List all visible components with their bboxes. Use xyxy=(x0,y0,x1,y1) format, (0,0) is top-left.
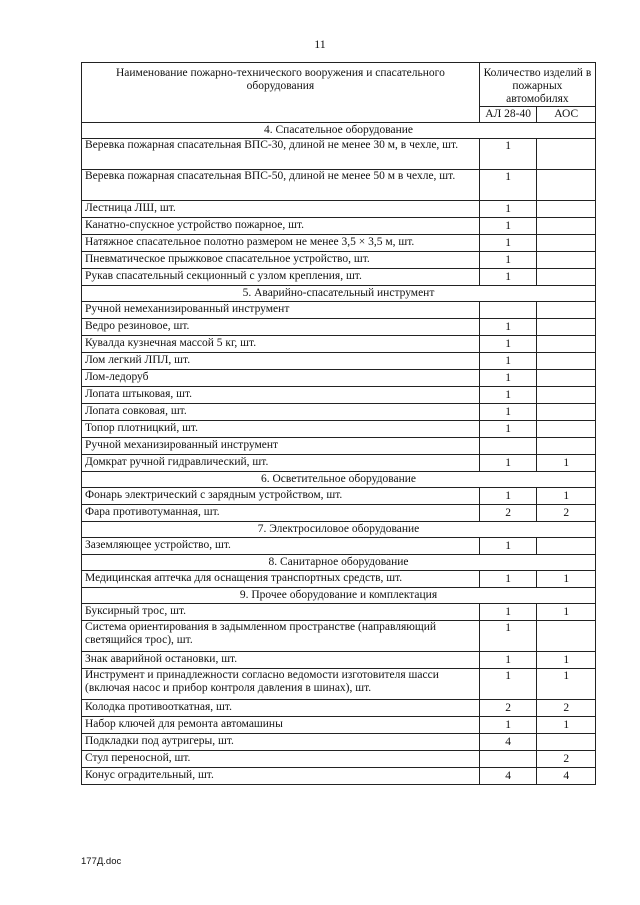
qty-al: 1 xyxy=(479,538,537,555)
item-name: Фара противотуманная, шт. xyxy=(82,505,480,522)
qty-aos xyxy=(537,336,596,353)
qty-al: 1 xyxy=(479,604,537,621)
item-name: Пневматическое прыжковое спасательное устройство, шт. xyxy=(82,252,480,269)
table-row xyxy=(82,652,596,669)
table-row xyxy=(82,218,596,235)
qty-al: 1 xyxy=(479,669,537,700)
item-name: Конус оградительный, шт. xyxy=(82,768,480,785)
qty-al: 2 xyxy=(479,700,537,717)
item-name: Фонарь электрический с зарядным устройством, шт. xyxy=(82,488,480,505)
item-name: Ведро резиновое, шт. xyxy=(82,319,480,336)
page-number: 11 xyxy=(314,37,326,51)
qty-aos xyxy=(537,139,596,170)
qty-al: 1 xyxy=(479,421,537,438)
qty-al: 1 xyxy=(479,652,537,669)
item-name: Веревка пожарная спасательная ВПС-30, длиной не менее 30 м, в чехле, шт. xyxy=(82,139,480,170)
qty-aos xyxy=(537,421,596,438)
item-name: Медицинская аптечка для оснащения транспортных средств, шт. xyxy=(82,571,480,588)
table-row xyxy=(82,438,596,455)
qty-aos xyxy=(537,538,596,555)
section-title: 4. Спасательное оборудование xyxy=(82,123,596,139)
qty-aos xyxy=(537,353,596,370)
item-name: Канатно-спускное устройство пожарное, шт. xyxy=(82,218,480,235)
qty-aos xyxy=(537,235,596,252)
table-row xyxy=(82,734,596,751)
item-name: Веревка пожарная спасательная ВПС-50, длиной не менее 50 м в чехле, шт. xyxy=(82,170,480,201)
qty-al: 1 xyxy=(479,218,537,235)
table-row xyxy=(82,252,596,269)
qty-al: 1 xyxy=(479,269,537,286)
qty-aos xyxy=(537,302,596,319)
item-name: Ручной немеханизированный инструмент xyxy=(82,302,480,319)
section-title: 6. Осветительное оборудование xyxy=(82,472,596,488)
table-row xyxy=(82,421,596,438)
qty-al: 1 xyxy=(479,201,537,218)
item-name: Топор плотницкий, шт. xyxy=(82,421,480,438)
qty-aos xyxy=(537,370,596,387)
qty-aos xyxy=(537,734,596,751)
table-row xyxy=(82,700,596,717)
table-row xyxy=(82,571,596,588)
qty-al: 1 xyxy=(479,455,537,472)
section-row xyxy=(82,588,596,604)
section-title: 5. Аварийно-спасательный инструмент xyxy=(82,286,596,302)
qty-aos: 4 xyxy=(537,768,596,785)
item-name: Набор ключей для ремонта автомашины xyxy=(82,717,480,734)
table-row xyxy=(82,717,596,734)
header-aos: АОС xyxy=(537,107,596,123)
qty-al: 1 xyxy=(479,353,537,370)
qty-al: 1 xyxy=(479,170,537,201)
qty-aos: 1 xyxy=(537,488,596,505)
qty-aos xyxy=(537,218,596,235)
table-row xyxy=(82,269,596,286)
item-name: Заземляющее устройство, шт. xyxy=(82,538,480,555)
table-row xyxy=(82,319,596,336)
table-row xyxy=(82,170,596,201)
qty-aos: 1 xyxy=(537,571,596,588)
item-name: Кувалда кузнечная массой 5 кг, шт. xyxy=(82,336,480,353)
qty-al: 1 xyxy=(479,235,537,252)
qty-al: 4 xyxy=(479,768,537,785)
item-name: Домкрат ручной гидравлический, шт. xyxy=(82,455,480,472)
item-name: Стул переносной, шт. xyxy=(82,751,480,768)
qty-al: 1 xyxy=(479,387,537,404)
qty-al xyxy=(479,438,537,455)
table-row xyxy=(82,302,596,319)
table-row xyxy=(82,370,596,387)
table-row xyxy=(82,669,596,700)
qty-aos xyxy=(537,387,596,404)
qty-al: 1 xyxy=(479,621,537,652)
table-row xyxy=(82,505,596,522)
item-name: Натяжное спасательное полотно размером не менее 3,5 × 3,5 м, шт. xyxy=(82,235,480,252)
section-title: 7. Электросиловое оборудование xyxy=(82,522,596,538)
section-row xyxy=(82,286,596,302)
item-name: Буксирный трос, шт. xyxy=(82,604,480,621)
qty-al xyxy=(479,751,537,768)
table-row xyxy=(82,538,596,555)
qty-aos: 1 xyxy=(537,455,596,472)
section-title: 8. Санитарное оборудование xyxy=(82,555,596,571)
qty-al: 1 xyxy=(479,139,537,170)
header-name: Наименование пожарно-технического вооружения и спасательного оборудования xyxy=(82,63,480,123)
item-name: Знак аварийной остановки, шт. xyxy=(82,652,480,669)
table-row xyxy=(82,488,596,505)
qty-aos xyxy=(537,170,596,201)
qty-al: 1 xyxy=(479,488,537,505)
qty-aos xyxy=(537,269,596,286)
table-row xyxy=(82,404,596,421)
table-row xyxy=(82,768,596,785)
section-row xyxy=(82,123,596,139)
table-body xyxy=(82,123,596,785)
section-row xyxy=(82,472,596,488)
qty-aos: 1 xyxy=(537,669,596,700)
item-name: Подкладки под аутригеры, шт. xyxy=(82,734,480,751)
qty-al: 1 xyxy=(479,336,537,353)
qty-aos: 1 xyxy=(537,717,596,734)
item-name: Лестница ЛШ, шт. xyxy=(82,201,480,218)
qty-aos: 2 xyxy=(537,700,596,717)
item-name: Инструмент и принадлежности согласно ведомости изготовителя шасси (включая насос и прибор контроля давления в шинах), шт. xyxy=(82,669,480,700)
item-name: Ручной механизированный инструмент xyxy=(82,438,480,455)
qty-al: 1 xyxy=(479,252,537,269)
qty-aos xyxy=(537,319,596,336)
table-row xyxy=(82,604,596,621)
qty-aos xyxy=(537,404,596,421)
table-row xyxy=(82,751,596,768)
item-name: Система ориентирования в задымленном пространстве (направляющий светящийся трос), шт. xyxy=(82,621,480,652)
item-name: Рукав спасательный секционный с узлом крепления, шт. xyxy=(82,269,480,286)
table-row xyxy=(82,139,596,170)
table-row xyxy=(82,353,596,370)
qty-al: 1 xyxy=(479,319,537,336)
item-name: Колодка противооткатная, шт. xyxy=(82,700,480,717)
qty-aos: 2 xyxy=(537,505,596,522)
item-name: Лопата совковая, шт. xyxy=(82,404,480,421)
qty-al: 1 xyxy=(479,404,537,421)
qty-aos xyxy=(537,201,596,218)
item-name: Лом-ледоруб xyxy=(82,370,480,387)
qty-al: 2 xyxy=(479,505,537,522)
table-row xyxy=(82,387,596,404)
table-row xyxy=(82,455,596,472)
qty-al: 1 xyxy=(479,571,537,588)
section-row xyxy=(82,555,596,571)
qty-al xyxy=(479,302,537,319)
qty-al: 1 xyxy=(479,717,537,734)
section-row xyxy=(82,522,596,538)
table-row xyxy=(82,336,596,353)
qty-aos: 1 xyxy=(537,652,596,669)
table-row xyxy=(82,621,596,652)
qty-al: 4 xyxy=(479,734,537,751)
qty-aos: 1 xyxy=(537,604,596,621)
qty-aos xyxy=(537,252,596,269)
section-title: 9. Прочее оборудование и комплектация xyxy=(82,588,596,604)
qty-al: 1 xyxy=(479,370,537,387)
header-quantity: Количество изделий в пожарных автомобилях xyxy=(479,63,595,107)
qty-aos: 2 xyxy=(537,751,596,768)
qty-aos xyxy=(537,621,596,652)
table-row xyxy=(82,235,596,252)
equipment-table xyxy=(81,62,596,785)
item-name: Лом легкий ЛПЛ, шт. xyxy=(82,353,480,370)
header-al: АЛ 28-40 xyxy=(479,107,537,123)
file-name: 177Д.doc xyxy=(81,856,122,867)
qty-aos xyxy=(537,438,596,455)
item-name: Лопата штыковая, шт. xyxy=(82,387,480,404)
table-row xyxy=(82,201,596,218)
